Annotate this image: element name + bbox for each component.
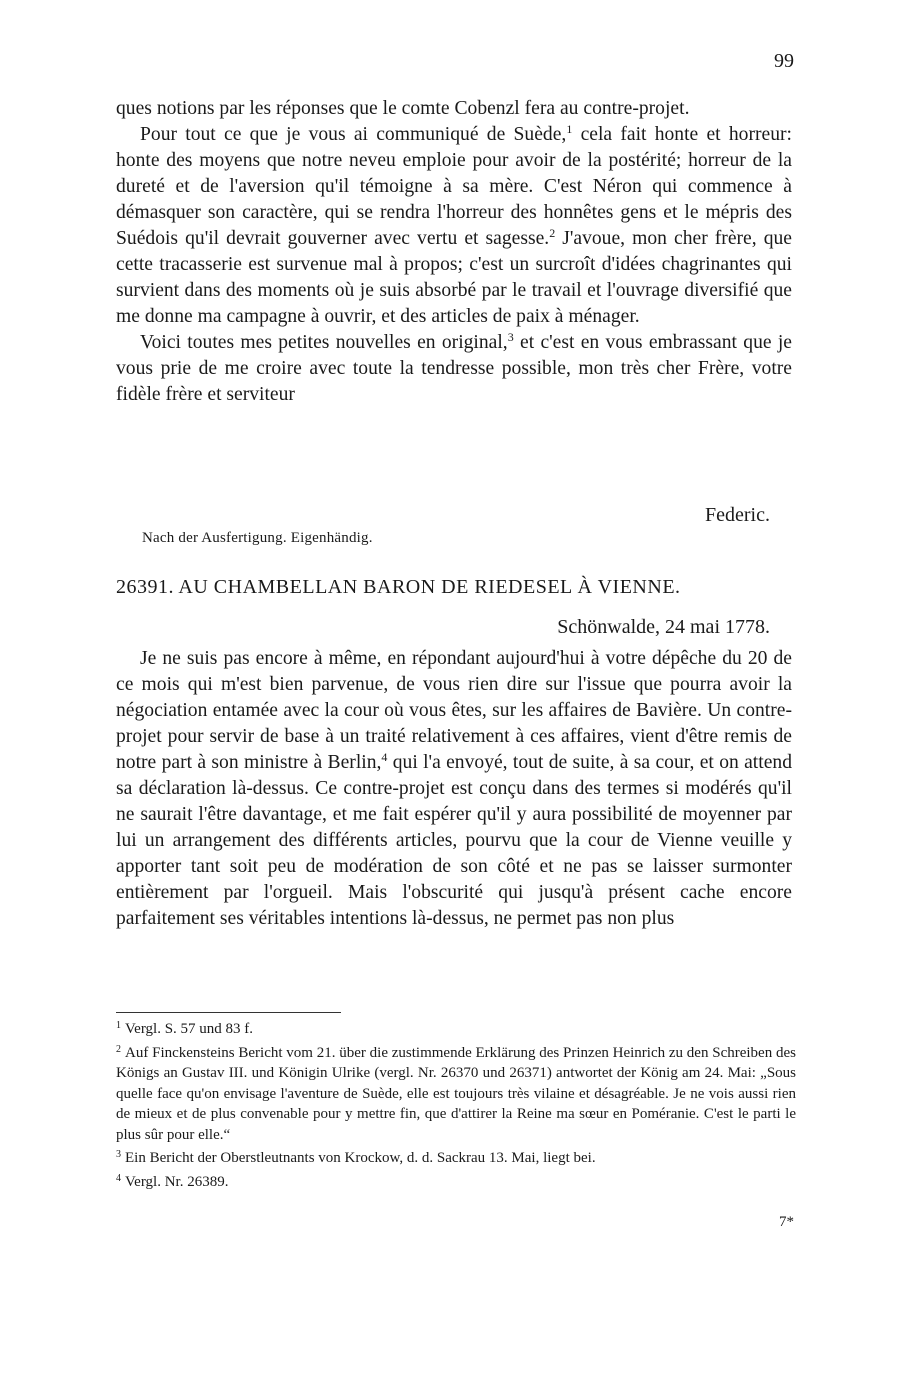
footnotes (116, 1016, 796, 1192)
paragraph-4 (116, 646, 792, 932)
footnote-rule (116, 1012, 341, 1013)
footnote-mark: 3 (116, 1149, 121, 1160)
paragraph-3-part-a: Voici toutes mes petites nouvelles en original, (140, 332, 508, 353)
paragraph-1: ques notions par les réponses que le comte Cobenzl fera au contre-projet. (116, 98, 690, 119)
footnote-mark: 4 (116, 1172, 121, 1184)
footnote-ref-2: 2 (549, 226, 556, 240)
paragraph-3 (116, 330, 792, 408)
footnote-mark: 1 (116, 1020, 121, 1031)
footnote (116, 1040, 796, 1146)
paragraph-2-part-a: Pour tout ce que je vous ai communiqué de Suède, (140, 124, 567, 145)
footnote (116, 1145, 796, 1169)
page-number: 99 (774, 50, 794, 72)
letter-heading: 26391. AU CHAMBELLAN BARON DE RIEDESEL À VIENNE. (116, 576, 681, 598)
signature: Federic. (705, 504, 770, 526)
footnote-mark: 2 (116, 1043, 121, 1055)
paragraph-2-part-b: cela fait honte et horreur: honte des moyens que notre neveu emploie pour avoir de la postérité; horreur de la dureté et de l'aversion qu'il témoigne à sa mère. C'est Néron qui commence à démasquer son caractère, qui se rendra l'horreur des honnêtes gens et le mépris des Suédois qu'il devrait gouverner avec vertu et sagesse. (116, 124, 792, 249)
footnote-ref-3: 3 (507, 330, 514, 344)
footnote-ref-4: 4 (381, 750, 388, 764)
letter-2-body (116, 646, 792, 932)
footnote-text: Vergl. S. 57 und 83 f. (125, 1021, 254, 1037)
footnote (116, 1169, 796, 1193)
footnote-text: Auf Finckensteins Bericht vom 21. über die zustimmende Erklärung des Prinzen Heinrich zu den Schreiben des Königs an Gustav III. und Königin Ulrike (vergl. Nr. 26370 und 26371) antwortet der König am 24. Mai: „Sous quelle face qu'on envisage l'aventure de Suède, elle est toujours très vilaine et désagréable. Je ne vois aussi rien de mieux et de plus convenable pour y mettre fin, que d'attirer la Reine ma sœur en Poméranie. C'est le parti le plus sûr pour elle.“ (116, 1044, 796, 1143)
paragraph-2-part-c: J'avoue, mon cher frère, que cette tracasserie est survenue mal à propos; c'est un surcroît d'idées chagrinantes qui survient dans des moments où je suis absorbé par le travail et l'ouvrage diversifié que me donne ma campagne à ouvrir, et des articles de paix à ménager. (116, 228, 792, 327)
footnote (116, 1016, 796, 1040)
paragraph-4-part-a: Je ne suis pas encore à même, en répondant aujourd'hui à votre dépêche du 20 de ce mois qui m'est bien parvenue, de vous rien dire sur l'issue que pourra avoir la négociation entamée avec la cour où vous êtes, sur les affaires de Bavière. Un contre-projet pour servir de base à un traité relativement à ces affaires, vient d'être remis de notre part à son ministre à Berlin, (116, 648, 792, 773)
paragraph-2 (116, 122, 792, 330)
paragraph-4-part-b: qui l'a envoyé, tout de suite, à sa cour, et on attend sa déclaration là-dessus. Ce contre-projet est conçu dans des termes si modérés qu'il ne saurait l'être davantage, et me fait espérer qu'il y aura possibilité de moyenner par lui un arrangement des différents articles, pourvu que la cour de Vienne veuille y apporter tant soit peu de modération de son côté et ne pas se laisser surmonter entièrement par l'orgueil. Mais l'obscurité qui jusqu'à présent cache encore parfaitement ses véritables intentions là-dessus, ne permet pas non plus (116, 752, 792, 929)
paragraph-3-part-b: et c'est en vous embrassant que je vous prie de me croire avec toute la tendresse possible, mon très cher Frère, votre fidèle frère et serviteur (116, 332, 792, 405)
footnote-text: Ein Bericht der Oberstleutnants von Krockow, d. d. Sackrau 13. Mai, liegt bei. (125, 1150, 596, 1166)
dateline: Schönwalde, 24 mai 1778. (557, 616, 770, 638)
sheet-signature-mark: 7* (779, 1214, 794, 1230)
letter-body (116, 96, 792, 408)
footnote-ref-1: 1 (566, 122, 573, 136)
source-note: Nach der Ausfertigung. Eigenhändig. (142, 530, 373, 546)
footnote-text: Vergl. Nr. 26389. (125, 1173, 229, 1190)
